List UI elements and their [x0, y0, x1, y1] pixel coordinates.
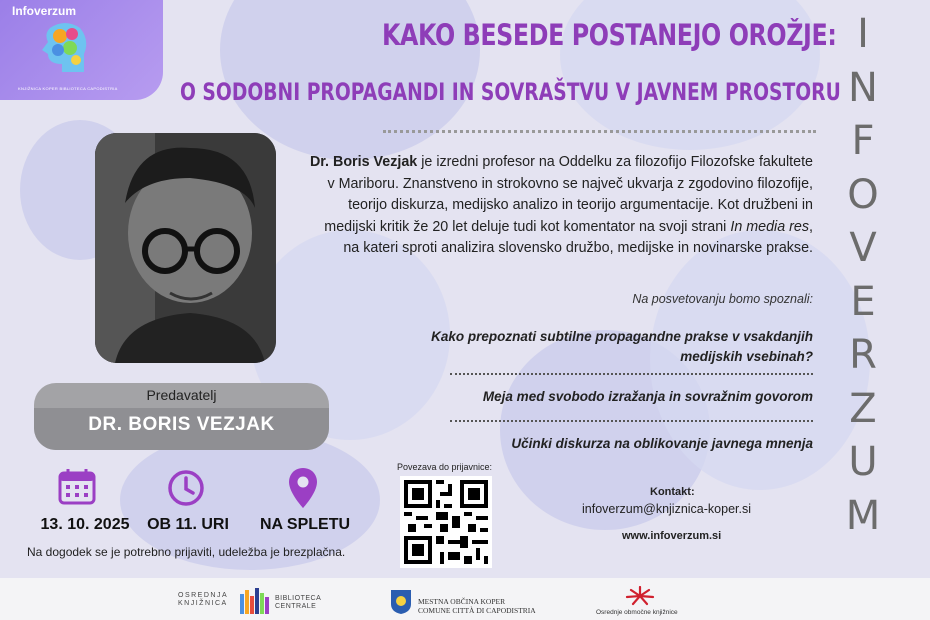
event-date: 13. 10. 2025: [40, 516, 130, 533]
topic-item: Meja med svobodo izražanja in sovražnim govorom: [482, 389, 813, 404]
logo-title: Infoverzum: [12, 4, 77, 18]
vertical-letter: F: [851, 118, 875, 164]
municipality-line: COMUNE CITTÀ DI CAPODISTRIA: [418, 606, 536, 615]
logo-subtitle: KNJIŽNICA KOPER BIBLIOTECA CAPODISTRIA: [18, 86, 118, 91]
municipality-line: MESTNA OBČINA KOPER: [418, 597, 506, 606]
website-link[interactable]: www.infoverzum.si: [622, 530, 722, 542]
bio-name: Dr. Boris Vezjak: [309, 154, 418, 170]
qr-code-icon: [404, 480, 488, 564]
dotted-divider: [450, 373, 813, 375]
vertical-letter: O: [847, 171, 879, 218]
library-logo-line: KNJIŽNICA: [178, 600, 228, 607]
event-location: NA SPLETU: [259, 516, 351, 533]
library-logo-line: OSREDNJA: [178, 592, 229, 599]
portrait-image: [95, 133, 276, 363]
topic-item: Kako prepoznati subtilne propagandne prakse v vsakdanjih medijskih vsebinah?: [431, 329, 813, 364]
regional-library-logo-icon: [620, 586, 660, 606]
registration-note: Na dogodek se je potrebno prijaviti, udeležba je brezplačna.: [27, 545, 346, 559]
vertical-letter: V: [849, 225, 877, 271]
dotted-divider: [383, 130, 816, 133]
speaker-photo: [95, 133, 276, 363]
bio-blog-name: In media res: [730, 218, 810, 235]
learn-intro: Na posvetovanju bomo spoznali:: [632, 292, 813, 306]
topic-item: Učinki diskurza na oblikovanje javnega mnenja: [511, 436, 813, 451]
speaker-name: DR. BORIS VEZJAK: [88, 414, 275, 435]
library-logo-line: BIBLIOTECA: [275, 595, 322, 602]
municipality-name: [418, 597, 536, 615]
vertical-brand-title: [838, 8, 888, 543]
head-logo-icon: [40, 20, 90, 80]
vertical-letter: M: [845, 492, 881, 539]
books-logo-icon: [239, 588, 271, 614]
registration-qr-code[interactable]: [400, 476, 492, 568]
infoverzum-logo: [0, 0, 163, 100]
calendar-icon: [57, 468, 97, 506]
biblioteca-logo-text: [275, 595, 321, 611]
event-time: OB 11. URI: [147, 516, 229, 533]
vertical-letter: N: [848, 64, 878, 111]
contact-label: Kontakt:: [650, 486, 695, 498]
regional-library-text: Osrednje območne knjižnice: [596, 609, 678, 616]
vertical-letter: E: [850, 278, 876, 325]
bio-text: je izredni profesor na Oddelku za filozofijo Filozofske fakultete v Mariboru. Znanstveno in strokovno se največ ukvarja z zgodovino filozofije, teorijo diskurza, medijsko analizo in teorijo argumentacije. Kot družbeni in medijski kritik že 20 let deluje tudi kot komentator na svoji strani: [324, 154, 813, 235]
qr-label: Povezava do prijavnice:: [397, 462, 493, 472]
library-logo-text: [178, 592, 228, 608]
library-logo-line: CENTRALE: [275, 603, 317, 610]
speaker-role: Predavatelj: [146, 387, 217, 403]
title-line-1: KAKO BESEDE POSTANEJO OROŽJE:: [382, 18, 837, 52]
speaker-bio: [308, 152, 813, 260]
title-line-2: O SODOBNI PROPAGANDI IN SOVRAŠTVU V JAVNEM PROSTORU: [180, 78, 841, 106]
vertical-letter: Z: [849, 385, 877, 432]
bio-text: , na kateri sproti analizira slovensko družbo, medijske in novinarske prakse.: [343, 218, 813, 257]
municipality-crest-icon: [390, 589, 412, 615]
location-pin-icon: [287, 466, 319, 510]
speaker-card: [34, 383, 329, 450]
contact-email-link[interactable]: infoverzum@knjiznica-koper.si: [582, 502, 752, 516]
clock-icon: [166, 468, 206, 508]
dotted-divider: [450, 420, 813, 422]
vertical-letter: R: [849, 332, 877, 378]
vertical-letter: I: [857, 11, 869, 57]
vertical-letter: U: [848, 439, 878, 485]
